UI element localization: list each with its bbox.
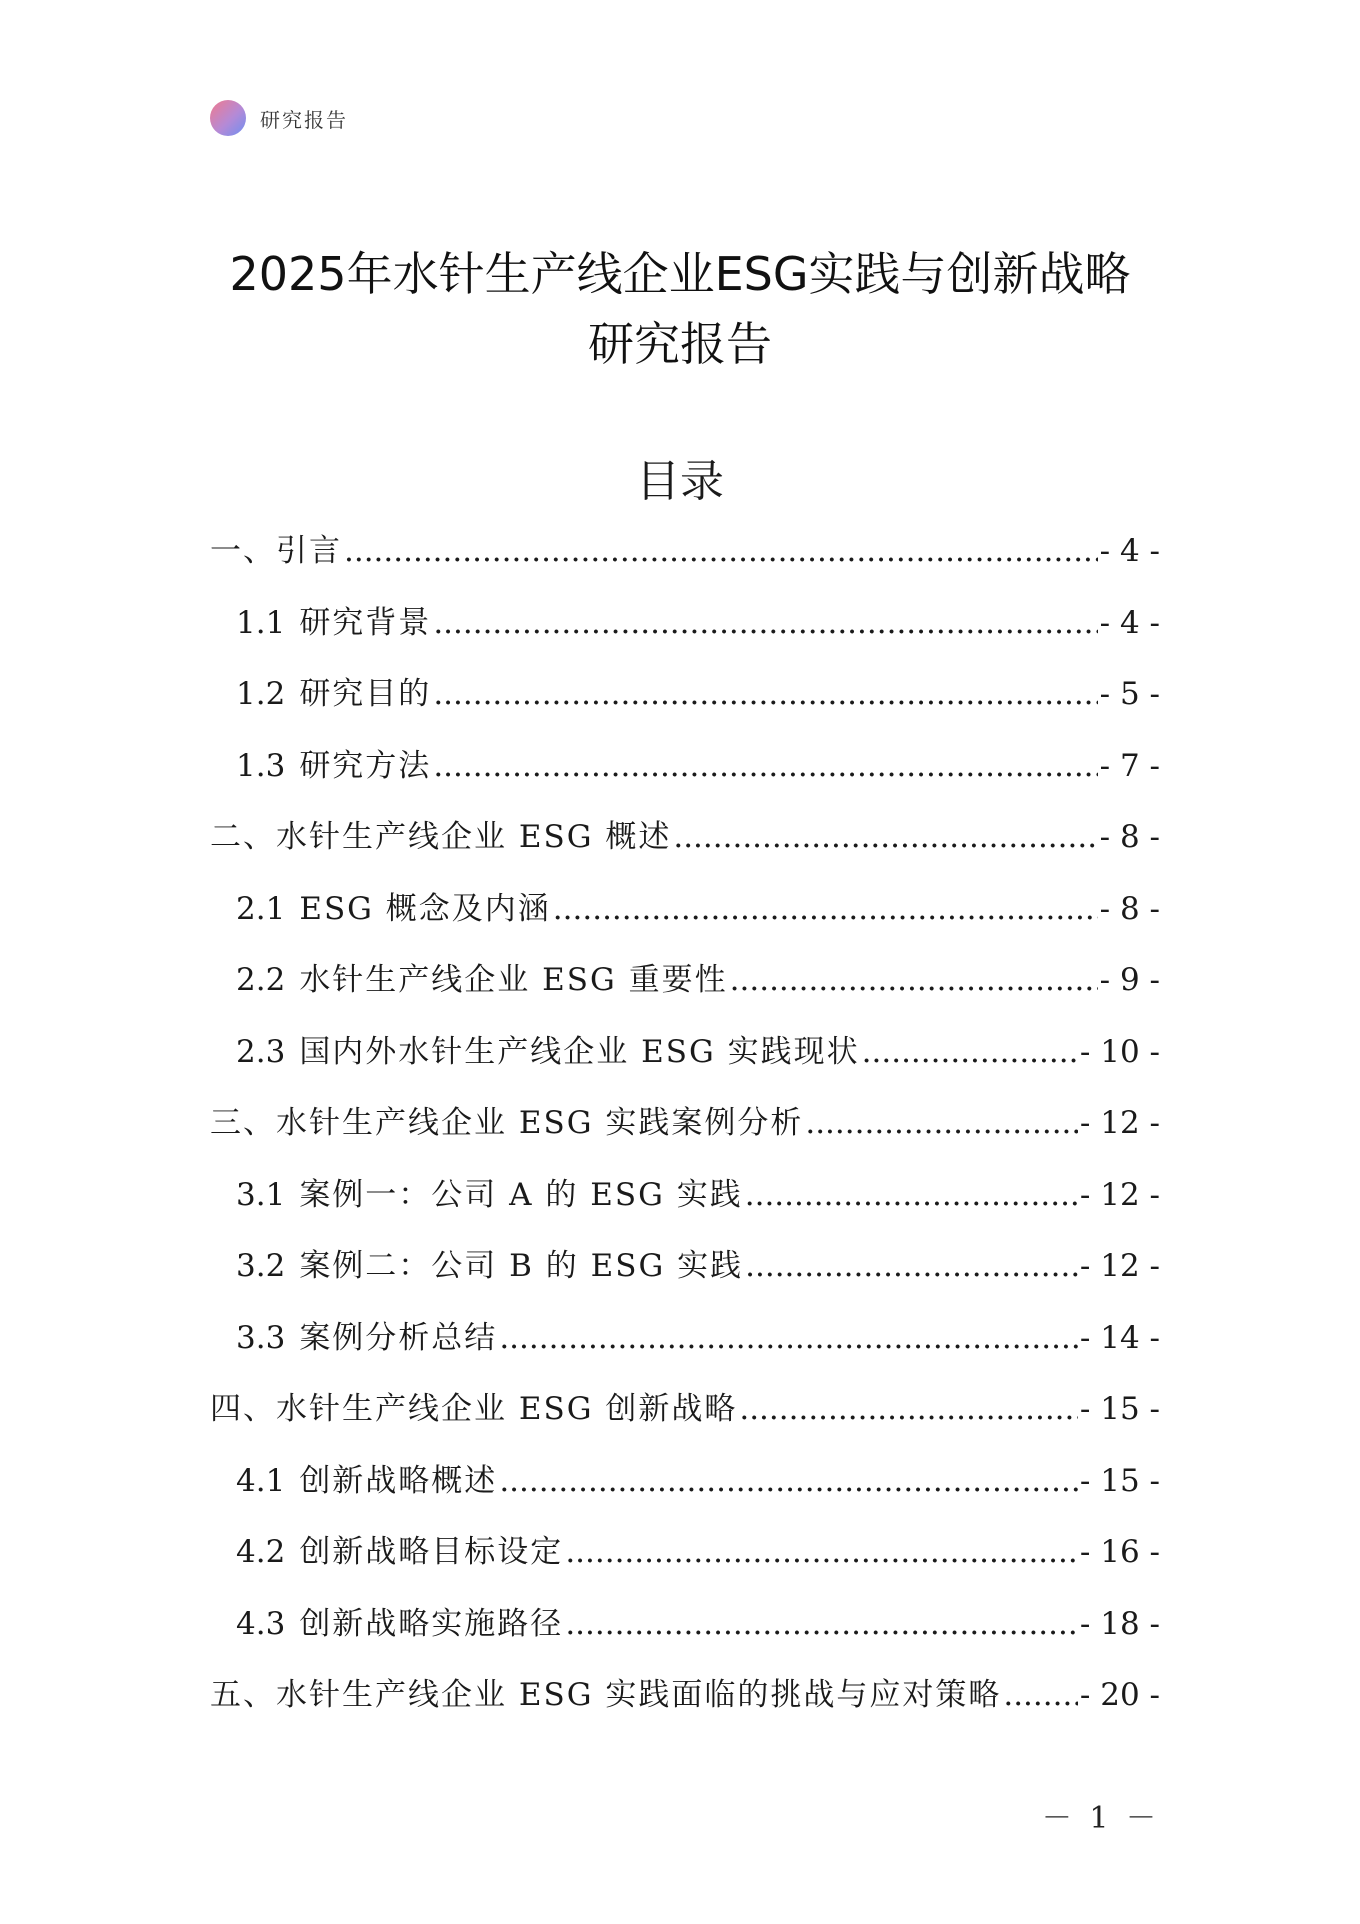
toc-entry-label: ESG 概念及内涵 (299, 890, 551, 927)
toc-entry-number: 2.1 (236, 890, 286, 927)
header-label: 研究报告 (260, 107, 348, 132)
toc-entry-page: - 7 - (1099, 747, 1160, 784)
toc-entry-label: 四、水针生产线企业 ESG 创新战略 (210, 1391, 738, 1427)
toc-entry[interactable] (210, 1528, 1160, 1600)
toc-entry-label: 国内外水针生产线企业 ESG 实践现状 (299, 1033, 860, 1070)
toc-entry-number: 1.3 (236, 747, 286, 784)
toc-entry-label: 水针生产线企业 ESG 重要性 (299, 962, 728, 998)
toc-entry[interactable] (210, 670, 1160, 742)
toc-dot-leader (433, 599, 1097, 647)
table-of-contents (210, 527, 1160, 1743)
toc-entry-number: 3.3 (236, 1319, 286, 1356)
toc-entry-page: - 8 - (1099, 819, 1160, 855)
toc-entry-page: - 15 - (1079, 1391, 1160, 1427)
toc-entry-label: 创新战略目标设定 (299, 1534, 564, 1570)
toc-entry-number: 3.1 (236, 1176, 286, 1213)
toc-entry-page: - 4 - (1099, 533, 1160, 569)
toc-dot-leader (739, 1385, 1078, 1433)
toc-entry-number: 2.2 (236, 962, 286, 998)
toc-dot-leader (499, 1314, 1078, 1362)
toc-entry[interactable] (210, 742, 1160, 814)
report-title-line-1: 2025年水针生产线企业ESG实践与创新战略 (229, 247, 1131, 301)
toc-entry-label: 五、水针生产线企业 ESG 实践面临的挑战与应对策略 (210, 1677, 1002, 1713)
toc-entry-number: 4.3 (236, 1605, 286, 1642)
toc-entry[interactable] (210, 1171, 1160, 1243)
toc-entry[interactable] (210, 599, 1160, 671)
toc-dot-leader (805, 1099, 1078, 1147)
toc-entry-page: - 16 - (1079, 1534, 1160, 1570)
toc-entry-label: 研究方法 (299, 747, 432, 784)
toc-dot-leader (673, 813, 1097, 861)
toc-entry-label: 研究背景 (299, 604, 432, 641)
toc-entry-label: 案例一：公司 A 的 ESG 实践 (299, 1176, 743, 1213)
toc-entry-label: 二、水针生产线企业 ESG 概述 (210, 819, 672, 855)
toc-entry[interactable] (210, 1314, 1160, 1386)
toc-entry-number: 3.2 (236, 1248, 286, 1284)
toc-dot-leader (565, 1600, 1078, 1648)
toc-heading: 目录 (636, 456, 724, 507)
toc-entry-label: 研究目的 (299, 676, 432, 712)
toc-entry[interactable] (210, 1457, 1160, 1529)
logo-circle-icon (210, 100, 246, 136)
toc-dot-leader (553, 885, 1098, 933)
toc-entry-page: - 10 - (1079, 1033, 1160, 1070)
toc-entry-page: - 20 - (1079, 1677, 1160, 1713)
toc-entry[interactable] (210, 527, 1160, 599)
toc-entry-label: 创新战略概述 (299, 1462, 498, 1499)
toc-entry[interactable] (210, 1600, 1160, 1672)
toc-entry-number: 1.1 (236, 604, 286, 641)
toc-entry-page: - 8 - (1099, 890, 1160, 927)
toc-entry-page: - 4 - (1099, 604, 1160, 641)
report-header (210, 98, 348, 138)
toc-dot-leader (565, 1528, 1078, 1576)
toc-dot-leader (862, 1028, 1078, 1076)
toc-entry-label: 创新战略实施路径 (299, 1605, 564, 1642)
toc-dot-leader (745, 1242, 1078, 1290)
toc-dot-leader (730, 956, 1098, 1004)
toc-dot-leader (344, 527, 1098, 575)
toc-entry-number: 4.2 (236, 1534, 286, 1570)
toc-dot-leader (499, 1457, 1078, 1505)
toc-dot-leader (1003, 1671, 1078, 1719)
toc-entry-page: - 18 - (1079, 1605, 1160, 1642)
report-title-line-2: 研究报告 (588, 317, 772, 371)
toc-entry[interactable] (210, 1385, 1160, 1457)
toc-entry-page: - 9 - (1099, 962, 1160, 998)
toc-entry[interactable] (210, 956, 1160, 1028)
toc-entry-number: 1.2 (236, 676, 286, 712)
toc-entry-number: 4.1 (236, 1462, 286, 1499)
page-number: － 1 － (1041, 1801, 1160, 1836)
toc-entry-page: - 12 - (1079, 1248, 1160, 1284)
toc-entry-page: - 5 - (1099, 676, 1160, 712)
toc-entry-label: 一、引言 (210, 533, 342, 569)
toc-entry[interactable] (210, 885, 1160, 957)
toc-entry-number: 2.3 (236, 1033, 286, 1070)
toc-dot-leader (745, 1171, 1078, 1219)
toc-entry[interactable] (210, 1242, 1160, 1314)
toc-entry-page: - 12 - (1079, 1105, 1160, 1141)
toc-entry-label: 三、水针生产线企业 ESG 实践案例分析 (210, 1105, 804, 1141)
toc-entry-page: - 15 - (1079, 1462, 1160, 1499)
toc-dot-leader (433, 742, 1097, 790)
toc-entry[interactable] (210, 813, 1160, 885)
toc-entry[interactable] (210, 1028, 1160, 1100)
toc-entry-label: 案例二：公司 B 的 ESG 实践 (299, 1248, 744, 1284)
toc-dot-leader (433, 670, 1097, 718)
toc-entry[interactable] (210, 1671, 1160, 1743)
toc-entry[interactable] (210, 1099, 1160, 1171)
toc-entry-label: 案例分析总结 (299, 1319, 498, 1356)
toc-entry-page: - 12 - (1079, 1176, 1160, 1213)
toc-entry-page: - 14 - (1079, 1319, 1160, 1356)
